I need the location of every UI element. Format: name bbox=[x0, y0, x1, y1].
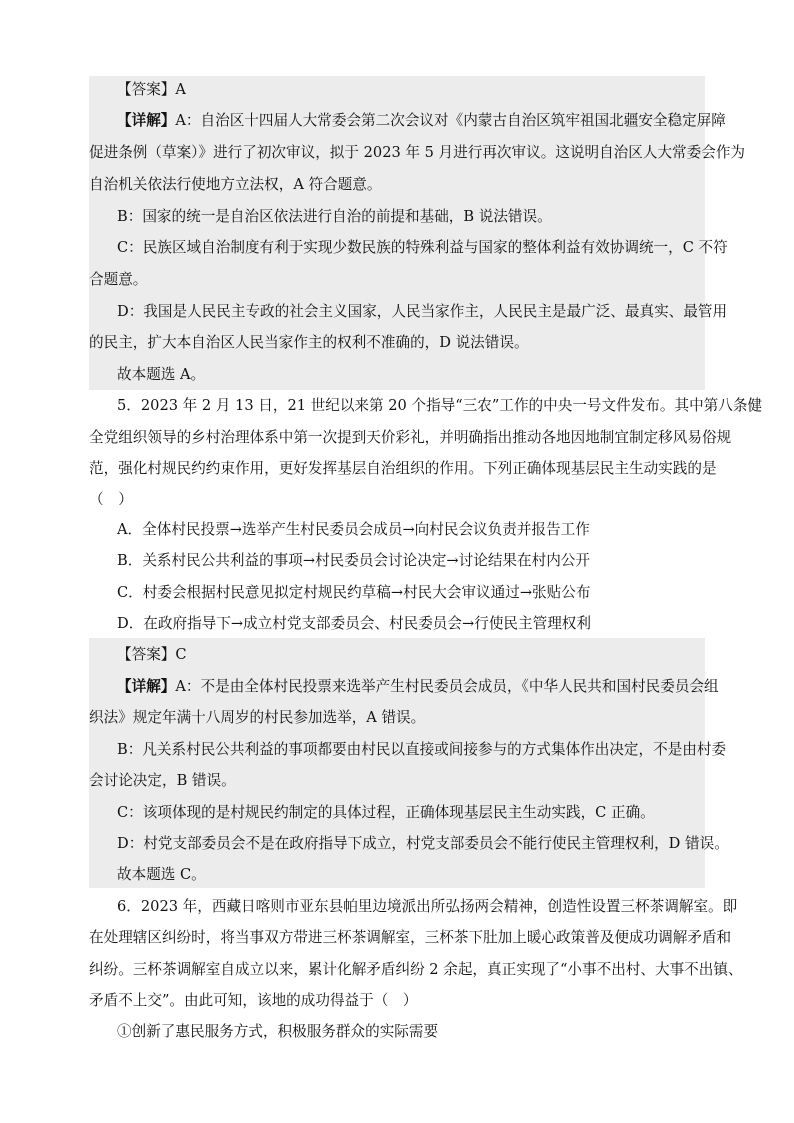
detail-q4-line-3: 自治机关依法行使地方立法权，A 符合题意。 bbox=[89, 176, 382, 193]
q5-stem-line-1: 5．2023 年 2 月 13 日，21 世纪以来第 20 个指导“三农”工作的中央一号文件发布。其中第八条健 bbox=[117, 397, 763, 414]
detail-q4-line-1 bbox=[89, 111, 726, 131]
detail-q4-line-7: D：我国是人民民主专政的社会主义国家，人民当家作主，人民民主是最广泛、最真实、最管用 bbox=[117, 303, 728, 320]
detail-q4-line-8: 的民主，扩大本自治区人民当家作主的权利不准确的，D 说法错误。 bbox=[89, 334, 529, 351]
q5-option-a: A．全体村民投票→选举产生村民委员会成员→向村民会议负责并报告工作 bbox=[117, 521, 590, 538]
detail-text: A：自治区十四届人大常委会第二次会议对《内蒙古自治区筑牢祖国北疆安全稳定屏障 bbox=[175, 112, 726, 129]
detail-q4-line-4: B：国家的统一是自治区依法进行自治的前提和基础，B 说法错误。 bbox=[117, 208, 552, 225]
q6-stem-line-2: 在处理辖区纠纷时，将当事双方带进三杯茶调解室，三杯茶下肚加上暖心政策普及便成功调解矛盾和 bbox=[89, 929, 732, 946]
q5-option-b: B．关系村民公共利益的事项→村民委员会讨论决定→讨论结果在村内公开 bbox=[117, 552, 590, 569]
answer-q5: 【答案】C bbox=[117, 646, 187, 663]
detail-q5-line-2: 织法》规定年满十八周岁的村民参加选举，A 错误。 bbox=[89, 709, 426, 726]
detail-q5-line-7: 故本题选 C。 bbox=[117, 866, 206, 883]
detail-q5-line-1 bbox=[89, 677, 719, 697]
detail-q5-line-6: D：村党支部委员会不是在政府指导下成立，村党支部委员会不能行使民主管理权利，D 错误。 bbox=[117, 835, 729, 852]
detail-q4-line-6: 合题意。 bbox=[89, 271, 148, 288]
detail-q4-line-9: 故本题选 A。 bbox=[117, 366, 206, 383]
q5-stem-line-3: 范，强化村规民约约束作用，更好发挥基层自治组织的作用。下列正确体现基层民主生动实践的是 bbox=[89, 460, 717, 477]
detail-text: A：不是由全体村民投票来选举产生村民委员会成员，《中华人民共和国村民委员会组 bbox=[175, 678, 719, 695]
q5-option-c: C．村委会根据村民意见拟定村规民约草稿→村民大会审议通过→张贴公布 bbox=[117, 584, 591, 601]
detail-q5-line-3: B：凡关系村民公共利益的事项都要由村民以直接或间接参与的方式集体作出决定，不是由村委 bbox=[117, 741, 727, 758]
q6-stem-line-3: 纠纷。三杯茶调解室自成立以来，累计化解矛盾纠纷 2 余起，真正实现了“小事不出村、大事不出镇、 bbox=[89, 961, 743, 978]
answer-q4: 【答案】A bbox=[117, 81, 186, 98]
q5-stem-line-4: （ ） bbox=[89, 491, 133, 508]
detail-q4-line-2: 促进条例（草案）》进行了初次审议，拟于 2023 年 5 月进行再次审议。这说明自治区人大常委会作为 bbox=[89, 144, 746, 161]
detail-label: 【详解】 bbox=[117, 678, 176, 695]
q5-option-d: D．在政府指导下→成立村党支部委员会、村民委员会→行使民主管理权利 bbox=[117, 615, 591, 632]
detail-label: 【详解】 bbox=[117, 112, 176, 129]
q5-stem-line-2: 全党组织领导的乡村治理体系中第一次提到天价彩礼，并明确指出推动各地因地制宜制定移风易俗规 bbox=[89, 429, 732, 446]
detail-q5-line-5: C：该项体现的是村规民约制定的具体过程，正确体现基层民主生动实践，C 正确。 bbox=[117, 804, 655, 821]
detail-q4-line-5: C：民族区域自治制度有利于实现少数民族的特殊利益与国家的整体利益有效协调统一，C 不符 bbox=[117, 239, 728, 256]
q6-stem-line-4: 矛盾不上交”。由此可知，该地的成功得益于（ ） bbox=[89, 992, 418, 1009]
q6-statement-1: ①创新了惠民服务方式，积极服务群众的实际需要 bbox=[117, 1023, 439, 1040]
q6-stem-line-1: 6．2023 年，西藏日喀则市亚东县帕里边境派出所弘扬两会精神，创造性设置三杯茶调解室。即 bbox=[117, 898, 738, 915]
detail-q5-line-4: 会讨论决定，B 错误。 bbox=[89, 772, 236, 789]
